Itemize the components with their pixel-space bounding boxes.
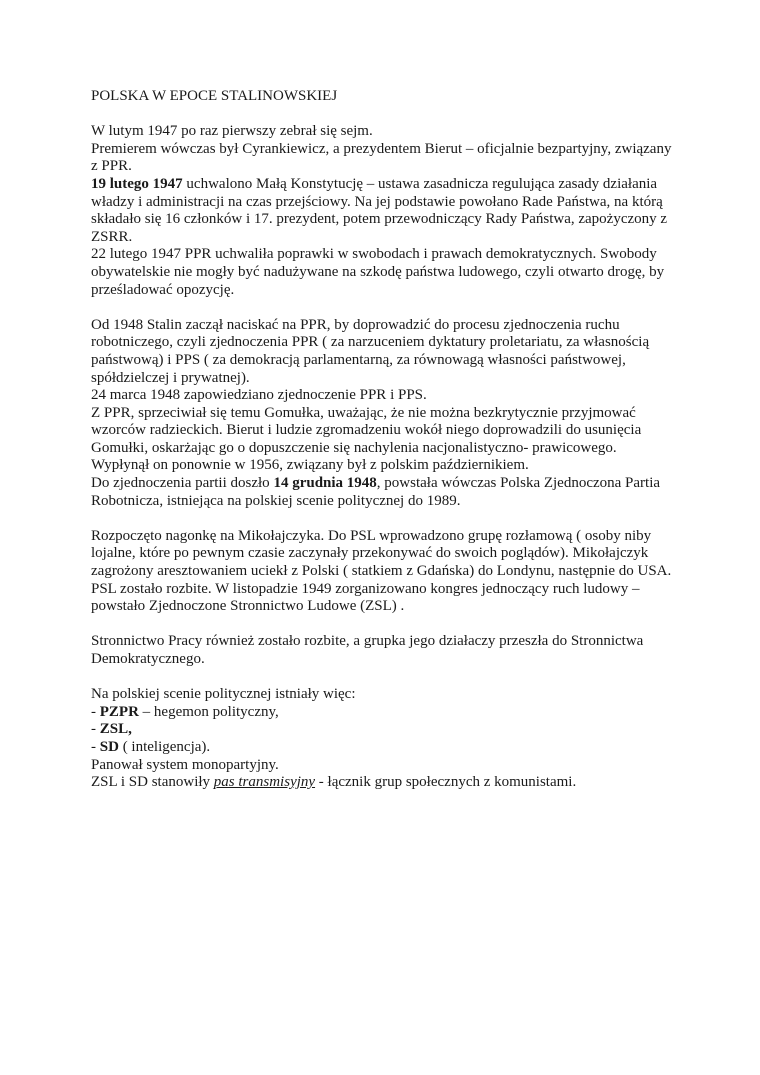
paragraph-stronnictwo-pracy: Stronnictwo Pracy również zostało rozbite, a grupka jego działaczy przeszła do Stronnictwa Demokratycznego. (91, 633, 644, 667)
spacer (91, 669, 681, 687)
paragraph-scena-intro: Na polskiej scenie politycznej istniały więc: (91, 686, 356, 703)
paragraph-poprawki: 22 lutego 1947 PPR uchwaliła poprawki w swobodach i prawach demokratycznych. Swobody obywatelskie nie mogły być nadużywane na szkodę państwa ludowego, czyli otwarto drogę, by prześladować opozycję. (91, 246, 665, 298)
paragraph-text: , powstała wówczas Polska Zjednoczona Partia Robotnicza, istniejąca na polskiej scenie politycznej do 1989. (91, 475, 661, 509)
list-dash: - (91, 738, 100, 755)
paragraph-sejm: W lutym 1947 po raz pierwszy zebrał się sejm. (91, 123, 373, 140)
party-name: PZPR (99, 703, 139, 720)
spacer (91, 299, 681, 317)
party-name: SD (99, 738, 119, 755)
date-bold: 14 grudnia 1948 (273, 475, 377, 492)
paragraph-gomulka: Z PPR, sprzeciwiał się temu Gomułka, uważając, że nie można bezkrytycznie przyjmować wzorców radzieckich. Bierut i ludzie zgromadzeniu wokół niego doprowadzili do usunięcia Gomułki, oskarżając go o dopuszczenie się nachylenia nacjonalistyczno- prawicowego. (91, 404, 642, 456)
paragraph-text: - łącznik grup społecznych z komunistami. (315, 774, 577, 791)
paragraph-stalin: Od 1948 Stalin zaczął naciskać na PPR, by doprowadzić do procesu zjednoczenia ruchu robotniczego, czyli zjednoczenia PPR ( za narzuceniem dyktatury proletariatu, za własnością państwową) i PPS ( za demokracją parlamentarną, za równowagą własności państwowej, spółdzielczej i prywatnej). (91, 316, 650, 386)
paragraph-pas-transmisyjny (91, 774, 681, 792)
list-dash: - (91, 703, 100, 720)
list-item-pzpr (91, 704, 681, 722)
list-text: – hegemon polityczny, (138, 703, 279, 720)
paragraph-mikolajczyk: Rozpoczęto nagonkę na Mikołajczyka. Do PSL wprowadzono grupę rozłamową ( osoby niby lojalne, które po pewnym czasie zaczynały przekonywać do swoich poglądów). Mikołajczyk zagrożony aresztowaniem uciekł z Polski ( statkiem z Gdańska) do Londynu, następnie do USA. PSL zostało rozbite. W listopadzie 1949 zorganizowano kongres jednoczący ruch ludowy – powstało Zjednoczone Stronnictwo Ludowe (ZSL) . (91, 527, 672, 615)
paragraph-wyplynal: Wypłynął on ponownie w 1956, związany był z polskim październikiem. (91, 457, 529, 474)
list-item-sd (91, 739, 681, 757)
paragraph-mala-konstytucja (91, 176, 681, 246)
list-dash: - (91, 721, 100, 738)
paragraph-zjednoczenie (91, 475, 681, 510)
list-text: ( inteligencja). (118, 738, 211, 755)
document-title: POLSKA W EPOCE STALINOWSKIEJ (91, 88, 338, 104)
date-bold: 19 lutego 1947 (91, 175, 183, 192)
emphasized-term: pas transmisyjny (213, 774, 316, 791)
paragraph-zapowiedz: 24 marca 1948 zapowiedziano zjednoczenie PPR i PPS. (91, 387, 427, 404)
paragraph-premier: Premierem wówczas był Cyrankiewicz, a prezydentem Bierut – oficjalnie bezpartyjny, związany z PPR. (91, 140, 672, 175)
spacer (91, 106, 681, 124)
spacer (91, 510, 681, 528)
document-page (91, 88, 681, 792)
paragraph-text: uchwalono Małą Konstytucję – ustawa zasadnicza regulująca zasady działania władzy i administracji na czas przejściowy. Na jej podstawie powołano Rade Państwa, na którą składało się 16 członków i 17. prezydent, potem przewodniczący Rady Państwa, zapożyczony z ZSRR. (91, 175, 668, 245)
paragraph-text: Do zjednoczenia partii doszło (91, 475, 274, 492)
party-name: ZSL, (99, 721, 132, 738)
paragraph-monopartyjny: Panował system monopartyjny. (91, 756, 279, 773)
spacer (91, 616, 681, 634)
list-item-zsl (91, 721, 681, 739)
paragraph-text: ZSL i SD stanowiły (91, 774, 214, 791)
